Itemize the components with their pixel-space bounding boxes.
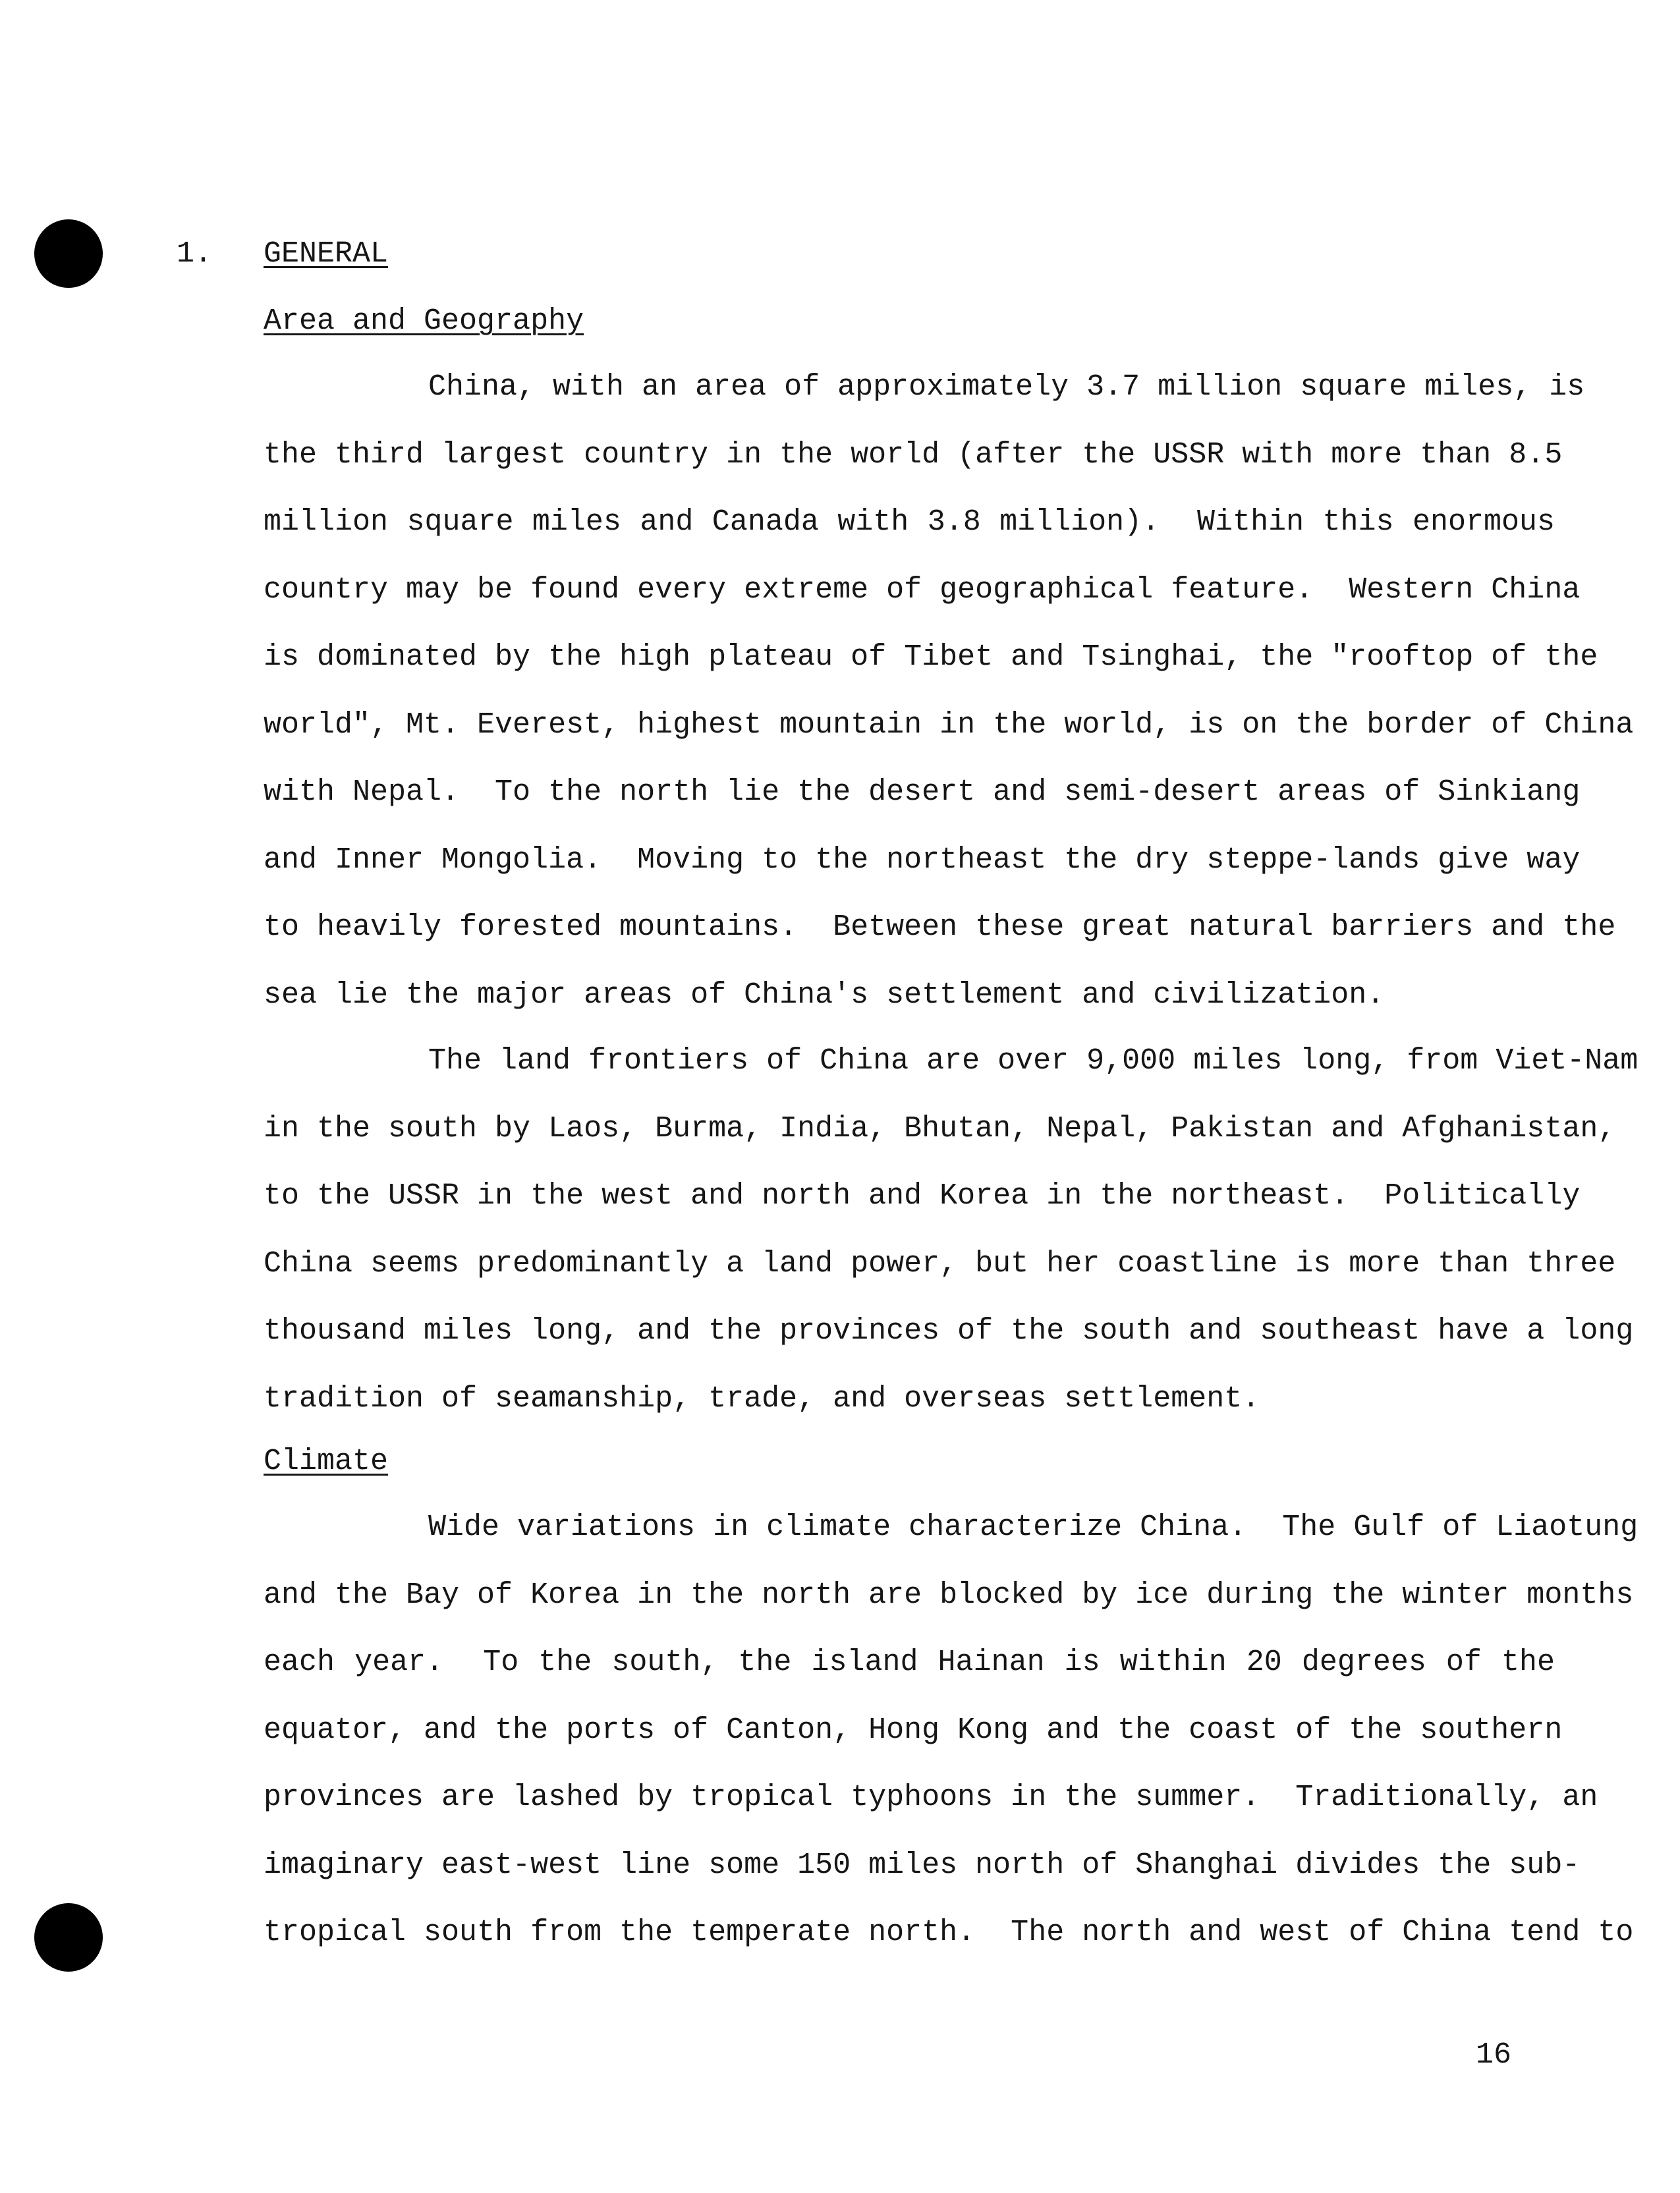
text-line: and the Bay of Korea in the north are blocked by ice during the winter months	[264, 1578, 1634, 1612]
text-line: million square miles and Canada with 3.8 million). Within this enormous	[264, 505, 1555, 539]
section-title: GENERAL	[264, 237, 389, 271]
text-line: country may be found every extreme of geographical feature. Western China	[264, 572, 1581, 607]
punch-hole-bottom	[34, 1903, 103, 1972]
text-line: Wide variations in climate characterize China. The Gulf of Liaotung	[428, 1511, 1638, 1544]
paragraph-area-2	[264, 1028, 1638, 1433]
text-line: world", Mt. Everest, highest mountain in the world, is on the border of China	[264, 708, 1634, 742]
text-line: tradition of seamanship, trade, and overseas settlement.	[264, 1381, 1260, 1416]
text-line: with Nepal. To the north lie the desert and semi-desert areas of Sinkiang	[264, 775, 1581, 809]
section-number: 1.	[177, 237, 213, 271]
text-line: the third largest country in the world (after the USSR with more than 8.5	[264, 437, 1563, 472]
text-line: to the USSR in the west and north and Korea in the northeast. Politically	[264, 1179, 1581, 1213]
text-line: China, with an area of approximately 3.7 million square miles, is	[428, 370, 1585, 404]
text-line: to heavily forested mountains. Between these great natural barriers and the	[264, 910, 1616, 944]
text-line: each year. To the south, the island Hainan is within 20 degrees of the	[264, 1646, 1555, 1679]
text-line: and Inner Mongolia. Moving to the northeast the dry steppe-lands give way	[264, 843, 1581, 877]
subheading-climate: Climate	[264, 1445, 389, 1478]
paragraph-climate-1	[264, 1494, 1638, 1967]
text-line: is dominated by the high plateau of Tibet and Tsinghai, the "rooftop of the	[264, 640, 1598, 674]
page-number: 16	[1476, 2038, 1512, 2072]
subheading-area-geography: Area and Geography	[264, 304, 584, 338]
text-line: The land frontiers of China are over 9,000 miles long, from Viet-Nam	[428, 1044, 1638, 1078]
text-line: tropical south from the temperate north. The north and west of China tend to	[264, 1916, 1634, 1949]
text-line: provinces are lashed by tropical typhoons in the summer. Traditionally, an	[264, 1781, 1598, 1814]
text-line: sea lie the major areas of China's settlement and civilization.	[264, 978, 1385, 1012]
text-line: equator, and the ports of Canton, Hong Kong and the coast of the southern	[264, 1713, 1563, 1747]
text-line: thousand miles long, and the provinces of the south and southeast have a long	[264, 1314, 1634, 1348]
text-line: China seems predominantly a land power, but her coastline is more than three	[264, 1246, 1616, 1281]
text-line: in the south by Laos, Burma, India, Bhutan, Nepal, Pakistan and Afghanistan,	[264, 1111, 1616, 1146]
text-line: imaginary east-west line some 150 miles north of Shanghai divides the sub-	[264, 1848, 1581, 1882]
punch-hole-top	[34, 219, 103, 288]
paragraph-area-1	[264, 354, 1634, 1029]
